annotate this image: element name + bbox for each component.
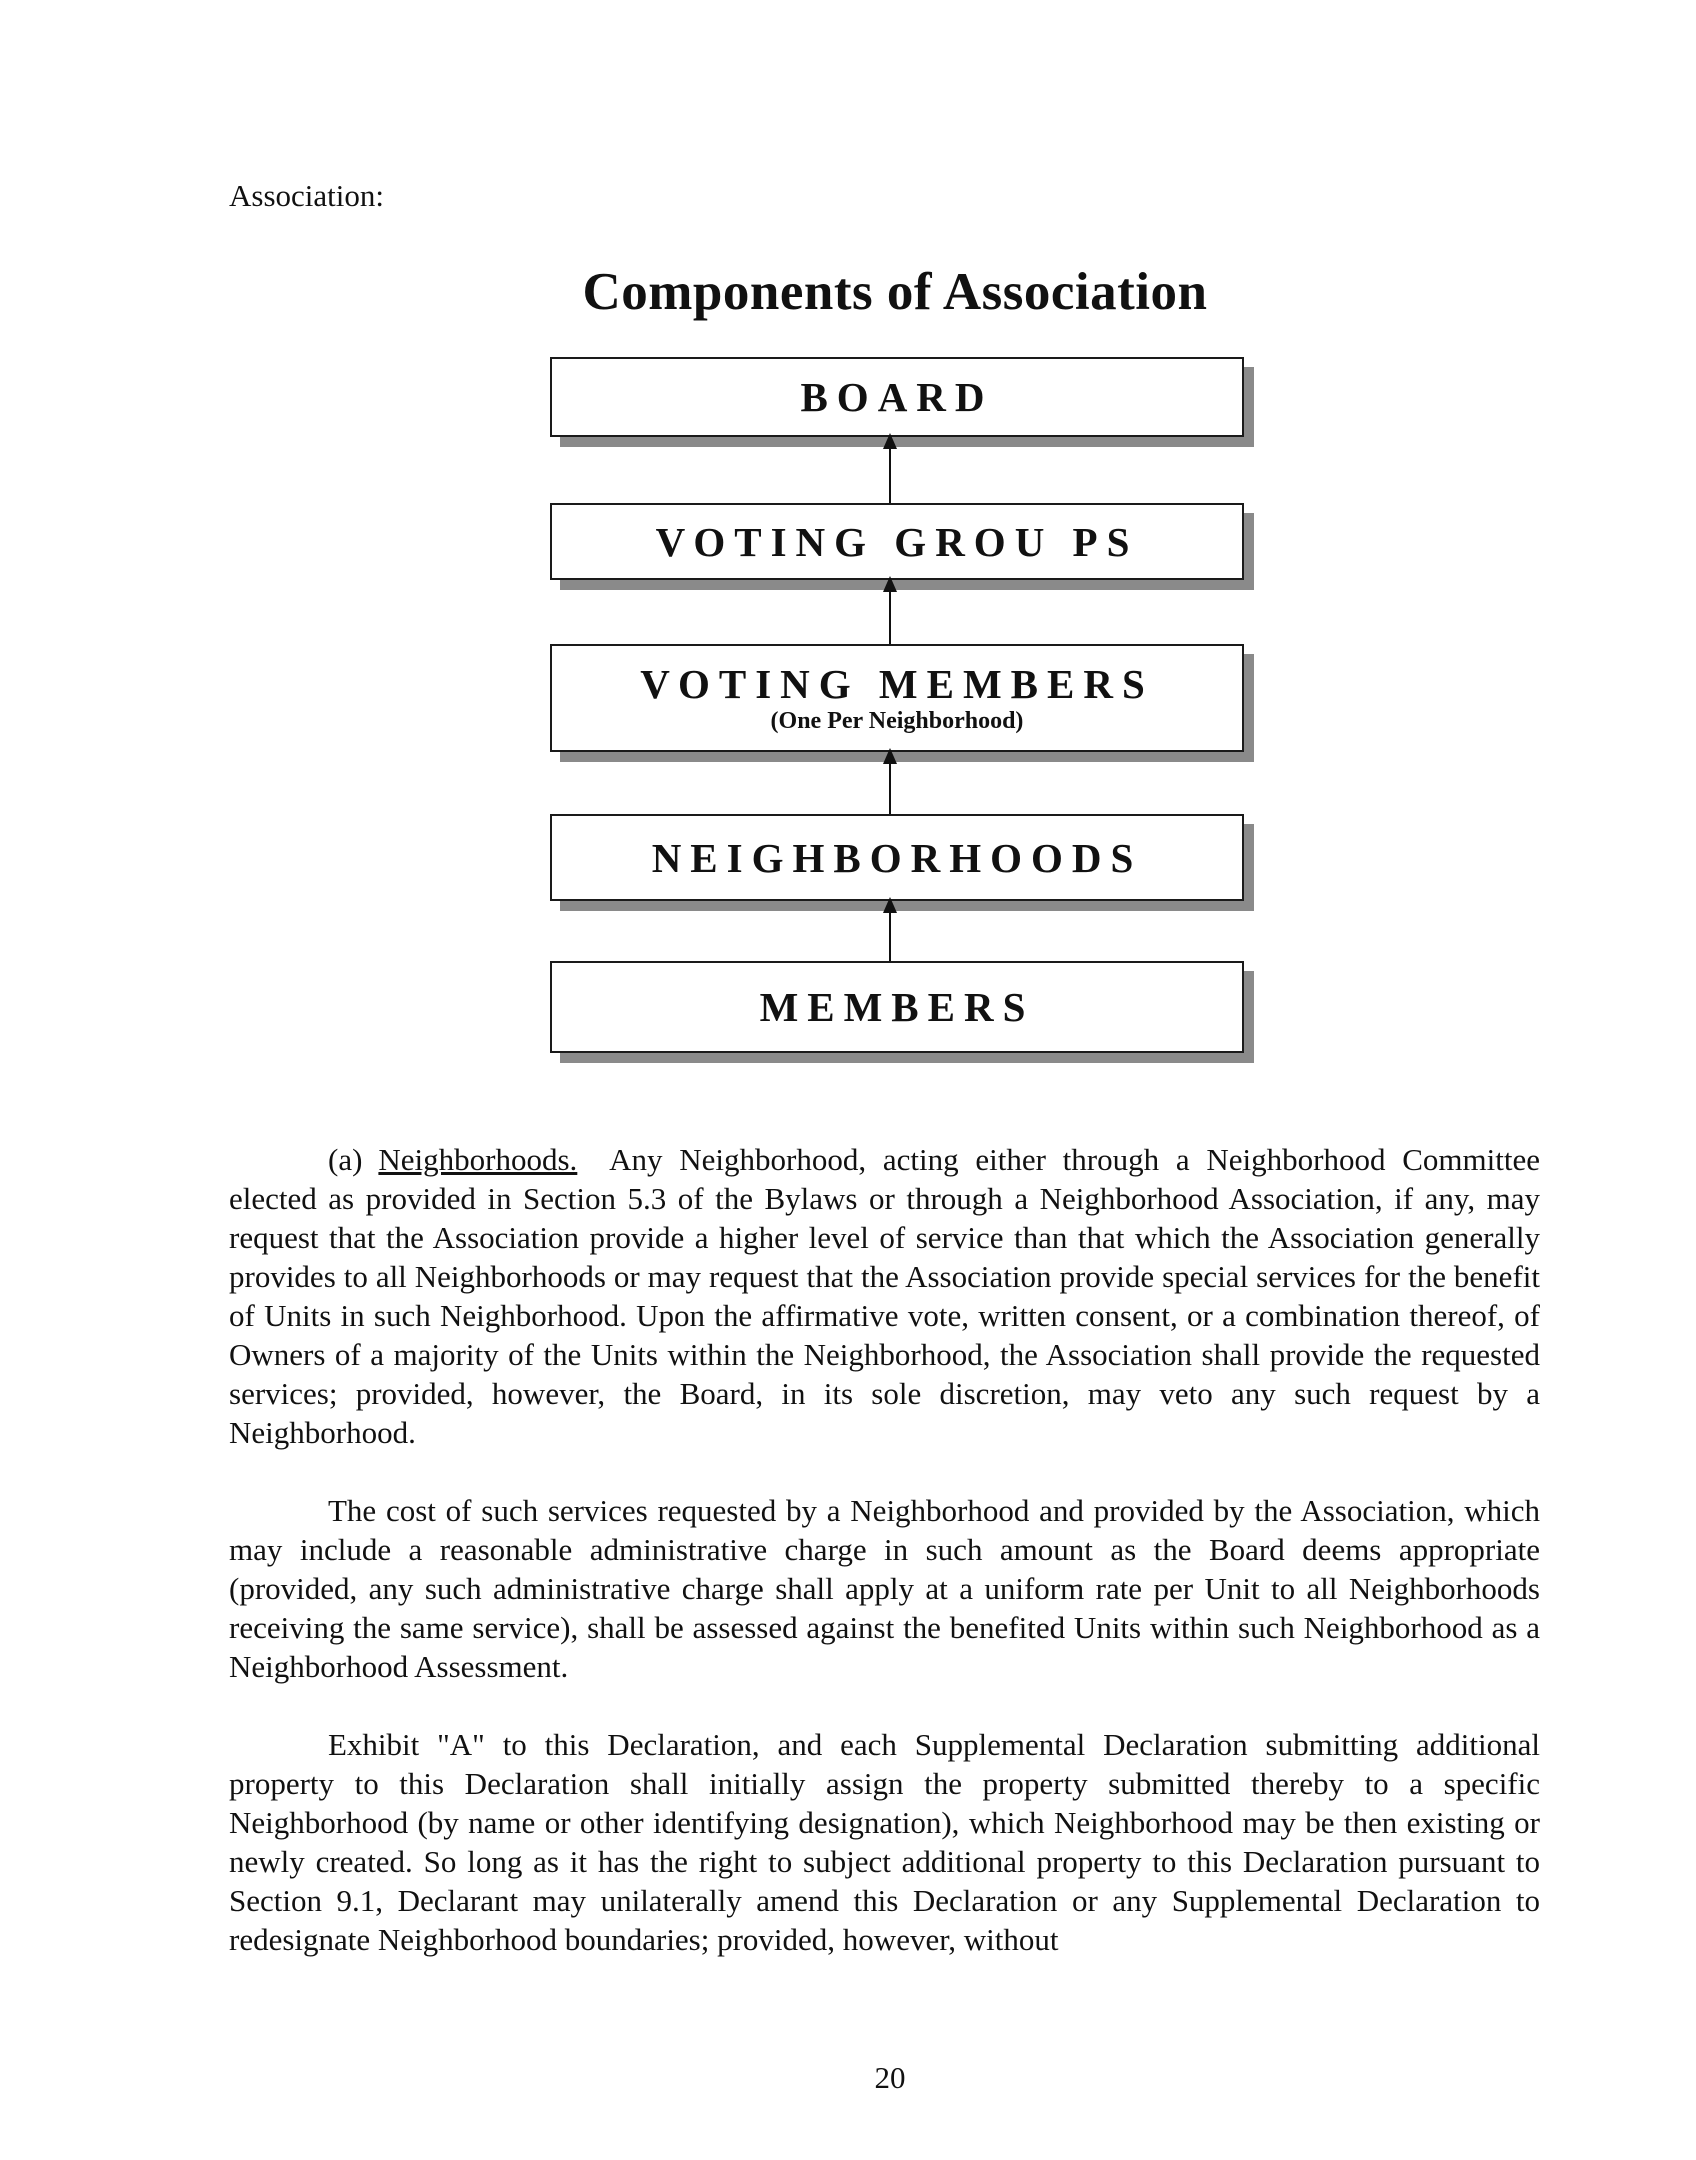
neighborhoods-box — [550, 814, 1244, 901]
section-intro-label: Association: — [229, 178, 384, 213]
section-a-heading: Neighborhoods. — [378, 1142, 578, 1177]
diagram-title: Components of Association — [582, 263, 1208, 321]
section-a-marker: (a) — [328, 1142, 363, 1177]
arrow-up-icon — [880, 433, 900, 503]
arrow-up-icon — [880, 576, 900, 644]
voting-members-box — [550, 644, 1244, 752]
voting-members-box-sublabel: (One Per Neighborhood) — [770, 708, 1024, 734]
members-box — [550, 961, 1244, 1053]
page-number: 20 — [874, 2060, 906, 2095]
members-box-label: MEMBERS — [759, 984, 1035, 1030]
board-box — [550, 357, 1244, 437]
section-a-text: Any Neighborhood, acting either through a Neighborhood Committee elected as provided in Section 5.3 of the Bylaws or through a Neighborhood Association, if any, may request that the Association provide a higher level of service than that which the Association generally provides to all Neighborhoods or may request that the Association provide special services for the benefit of Units in such Neighborhood. Upon the affirmative vote, written consent, or a combination thereof, of Owners of a majority of the Units within the Neighborhood, the Association shall provide the requested services; provided, however, the Board, in its sole discretion, may veto any such request by a Neighborhood. — [229, 1142, 1540, 1450]
exhibit-paragraph: Exhibit "A" to this Declaration, and each Supplemental Declaration submitting additional property to this Declaration shall initially assign the property submitted thereby to a specific Neighborhood (by name or other identifying designation), which Neighborhood may be then existing or newly created. So long as it has the right to subject additional property to this Declaration pursuant to Section 9.1, Declarant may unilaterally amend this Declaration or any Supplemental Declaration to redesignate Neighborhood boundaries; provided, however, without — [229, 1727, 1540, 1957]
arrow-up-icon — [880, 748, 900, 814]
board-box-label: BOARD — [800, 374, 994, 420]
voting-members-box-label: VOTING MEMBERS — [640, 661, 1154, 707]
section-a-paragraph — [229, 1140, 1540, 1452]
voting-groups-box — [550, 503, 1244, 580]
arrow-up-icon — [880, 897, 900, 961]
voting-groups-box-label: VOTING GROU PS — [655, 518, 1139, 565]
cost-paragraph: The cost of such services requested by a Neighborhood and provided by the Association, which may include a reasonable administrative charge in such amount as the Board deems appropriate (provided, any such administrative charge shall apply at a uniform rate per Unit to all Neighborhoods receiving the same service), shall be assessed against the benefited Units within such Neighborhood as a Neighborhood Assessment. — [229, 1493, 1540, 1684]
neighborhoods-box-label: NEIGHBORHOODS — [651, 834, 1143, 881]
